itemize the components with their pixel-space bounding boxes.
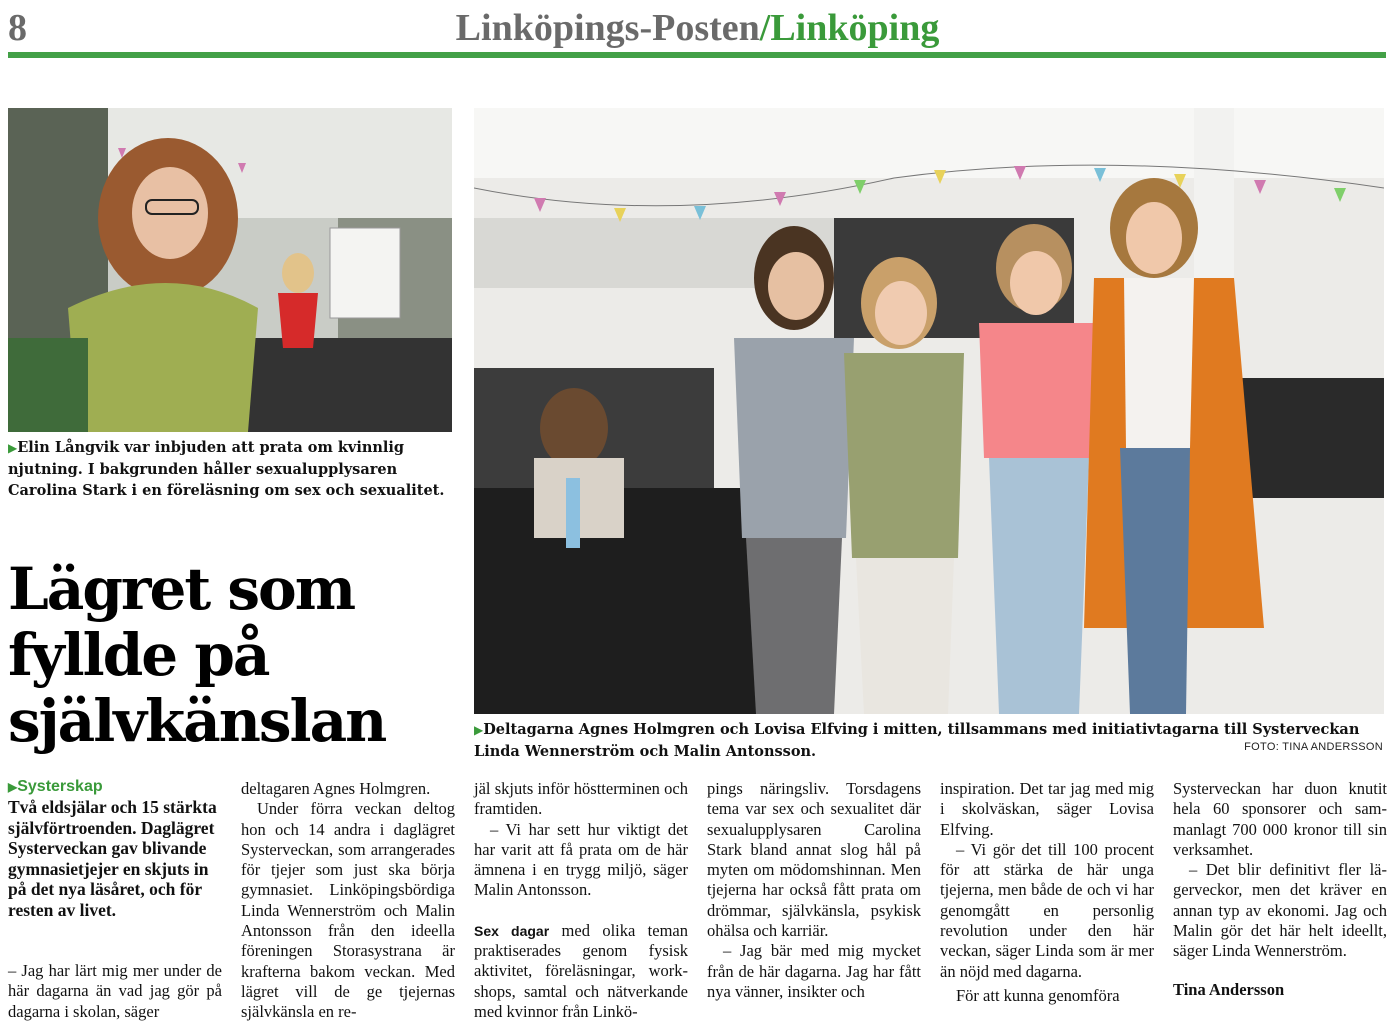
headline-line-1: Lägret som [8, 555, 355, 623]
body-column-2 [241, 779, 455, 1023]
body-paragraph: pings näringsliv. Torsdagens tema var sex och sexualitet där sexualupplysaren Carolina Stark bland annat slog hål på myten om mödomshinnan. Men tjejerna har också fått prata om drömmar, självkänsla, psykisk ohälsa och karriär. [707, 779, 921, 941]
headline-line-2: fyllde på [8, 621, 269, 689]
photo-elin-langvik [8, 108, 452, 432]
paragraph-text: med olika teman praktiserades genom fysisk aktivitet, föreläsningar, workshops, samtal och nätverkande med kvinnor från Linkö- [474, 920, 688, 1021]
body-column-5 [940, 779, 1154, 1006]
masthead-separator: / [759, 7, 771, 49]
body-column-4 [707, 779, 921, 1002]
headline [8, 556, 468, 754]
page-number: 8 [8, 7, 27, 49]
body-paragraph: – Jag bär med mig mycket från de här dagarna. Jag har fått nya vänner, insikter och [707, 941, 921, 1001]
body-paragraph: – Det blir definitivt fler lägerveckor, men det kräver en annan typ av ekonomi. Jag och Malin gör det här helt ideellt, säger Linda Wennerström. [1173, 860, 1387, 961]
paragraph-lead-in: Sex dagar [474, 922, 550, 939]
body-paragraph: jäl skjuts inför höstterminen och framtiden. [474, 779, 688, 819]
body-paragraph: deltagaren Agnes Holmgren. [241, 779, 431, 798]
photo-participants [474, 108, 1384, 714]
headline-line-3: självkänslan [8, 687, 386, 755]
kicker-text: Systerskap [17, 778, 103, 795]
body-paragraph: Systerveckan har duon knutit hela 60 sponsorer och sammanlagt 700 000 kronor till sin verksamhet. [1173, 779, 1387, 859]
masthead [0, 6, 1395, 50]
caption-marker-icon: ▶ [474, 723, 484, 737]
body-column-3 [474, 779, 688, 1022]
photo-credit: FOTO: TINA ANDERSSON [1244, 741, 1383, 753]
section-name: Linköping [770, 7, 940, 49]
masthead-rule [8, 52, 1386, 58]
body-paragraph: – Jag har lärt mig mer under de här dagarna än vad jag gör på dagarna i skolan, säger [8, 961, 222, 1021]
body-paragraph: inspiration. Det tar jag med mig i skolväskan, säger Lovisa Elfving. [940, 779, 1154, 839]
photo-elin-langvik-image [8, 108, 452, 432]
photo-participants-image [474, 108, 1384, 714]
kicker [8, 778, 103, 796]
caption-marker-icon: ▶ [8, 441, 18, 455]
caption-main-text: Deltagarna Agnes Holmgren och Lovisa Elfving i mitten, tillsammans med initiativtagarna till Systerveckan Linda Wennerström och Malin Antonsson. [474, 721, 1360, 760]
caption-main [474, 719, 1374, 762]
body-paragraph [474, 921, 688, 1022]
ingress: Två eldsjälar och 15 stärkta självförtroenden. Daglägret Systerveckan gav blivande gymnasietjejer en skjuts in på det nya läsåret, och för resten av livet. [8, 797, 217, 920]
caption-top-left-text: Elin Långvik var inbjuden att prata om kvinnlig njutning. I bakgrunden håller sexualupplysaren Carolina Stark i en föreläsning om sex och sexualitet. [8, 439, 445, 499]
caption-top-left [8, 437, 452, 501]
body-paragraph: – Vi har sett hur viktigt det har varit att få prata om de här ämnena i en trygg miljö, säger Malin Antonsson. [474, 819, 688, 900]
publication-name: Linköpings-Posten [455, 7, 760, 49]
body-paragraph: – Vi gör det till 100 procent för att stärka de här unga tjejerna, men både de och vi har genomgått en personlig revolution under den här veckan, säger Linda som är mer än nöjd med dagarna. [940, 839, 1154, 981]
body-column-6 [1173, 779, 1387, 1000]
byline: Tina Andersson [1173, 979, 1285, 999]
body-paragraph: För att kunna genomföra [956, 985, 1120, 1005]
kicker-marker-icon: ▶ [8, 780, 18, 794]
body-paragraph: Under förra veckan deltog hon och 14 andra i daglägret Systerveckan, som arrangerades för tjejer som just ska börja gymnasiet. Linköpingsbördiga Linda Wennerström och Malin Antonsson från den ideella föreningen Storasystrana är krafterna bakom veckan. Med lägret vill de ge tjejernas självkänsla en re- [241, 799, 455, 1022]
body-column-1 [8, 961, 222, 1022]
